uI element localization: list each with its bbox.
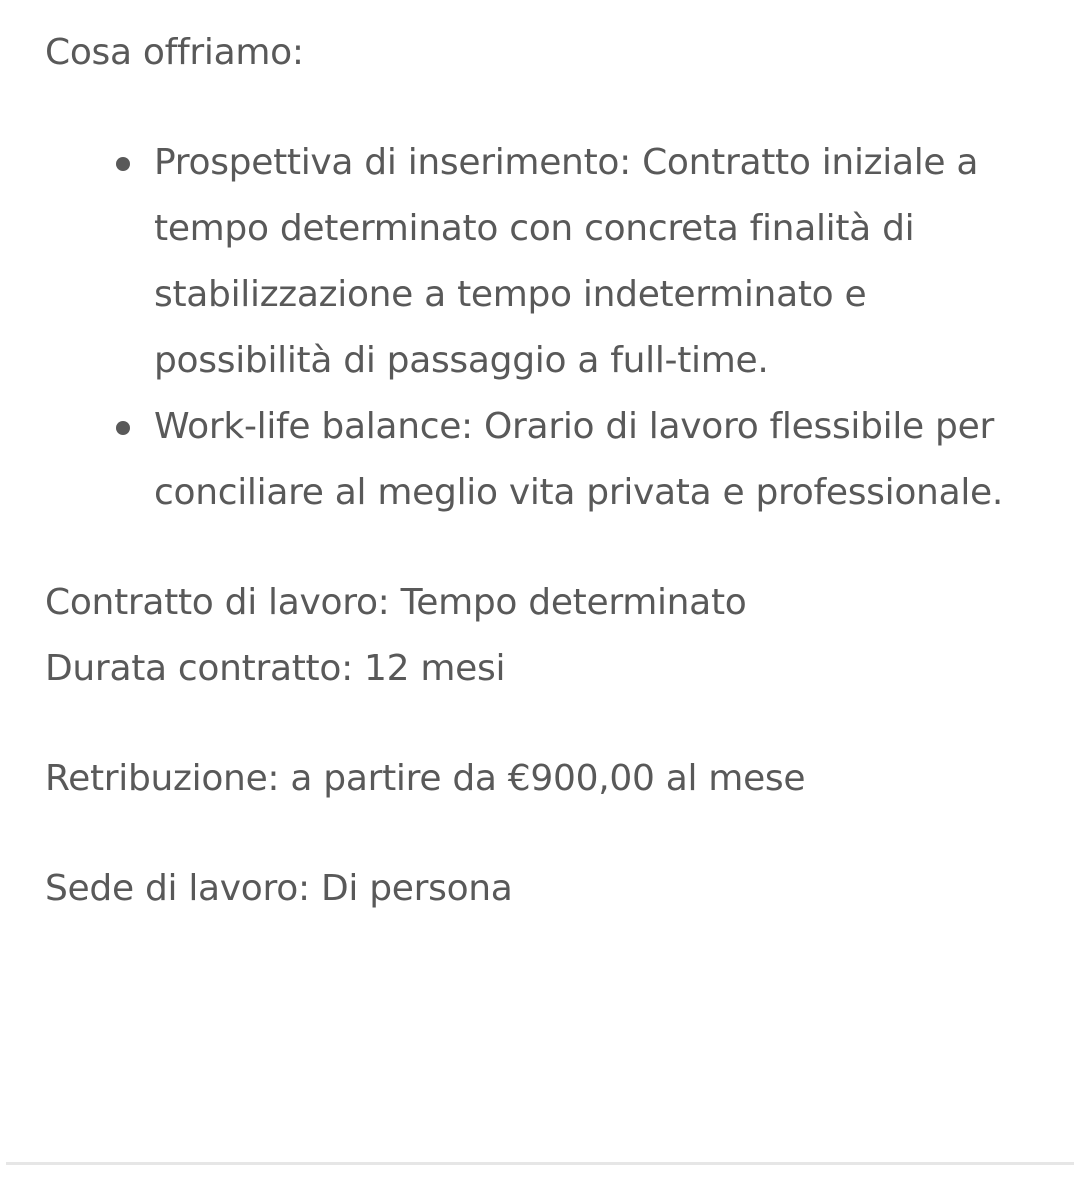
- list-item-work-life: [154, 394, 1045, 526]
- list-item-text: Prospettiva di inserimento: Contratto iniziale a tempo determinato con concreta finalità di stabilizzazione a tempo indeterminato e possibilità di passaggio a full-time.: [154, 142, 979, 381]
- offer-heading: Cosa offriamo:: [45, 32, 304, 73]
- offer-list: [45, 130, 1045, 526]
- bullet-icon: [116, 421, 130, 435]
- list-item-prospettiva: [154, 130, 1045, 394]
- work-location: Sede di lavoro: Di persona: [45, 868, 513, 909]
- bullet-icon: [116, 157, 130, 171]
- job-description: [45, 20, 1045, 922]
- list-item-text: Work-life balance: Orario di lavoro flessibile per conciliare al meglio vita privata e professionale.: [154, 406, 1004, 513]
- section-divider: [6, 1162, 1074, 1165]
- contract-info: [45, 570, 1045, 702]
- salary: Retribuzione: a partire da €900,00 al mese: [45, 758, 806, 799]
- contract-type: Contratto di lavoro: Tempo determinato: [45, 582, 747, 623]
- contract-duration: Durata contratto: 12 mesi: [45, 648, 506, 689]
